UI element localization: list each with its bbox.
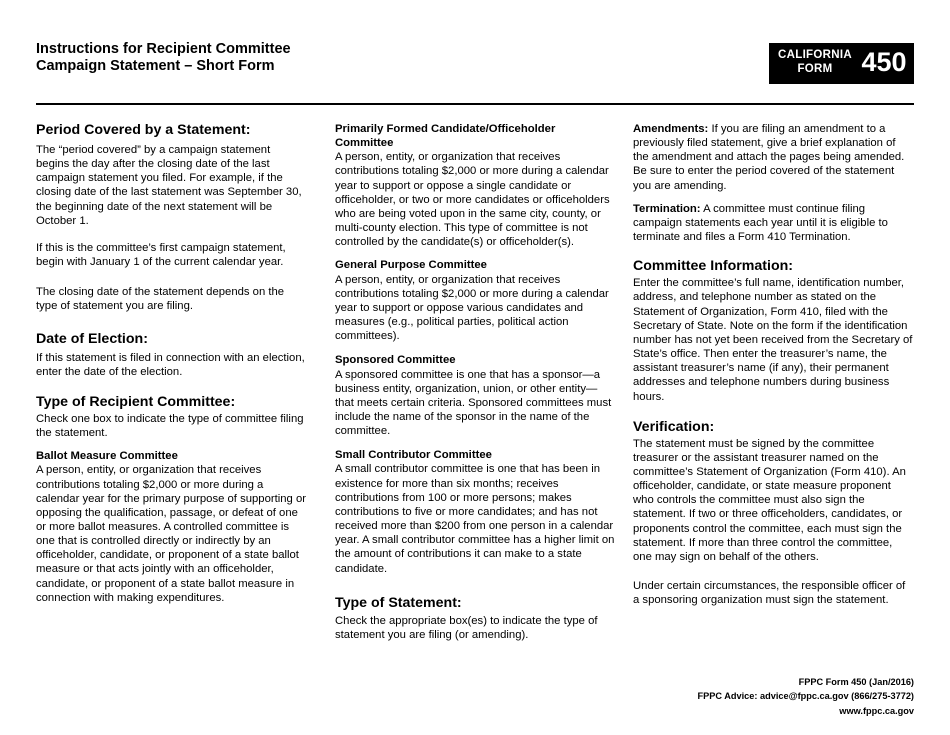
badge-state-label (769, 48, 861, 76)
election-heading: Date of Election: (36, 330, 148, 347)
badge-line-2: FORM (797, 63, 833, 75)
sponsored-heading: Sponsored Committee (335, 354, 456, 367)
header-rule (36, 103, 914, 105)
election-paragraph: If this statement is filed in connection with an election, enter the date of the election. (36, 351, 305, 378)
verification-paragraph-1: The statement must be signed by the committee treasurer or the assistant treasurer named on the committee’s Statement of Organization (Form 410). An officeholder, candidate, or state measure proponent who controls the committee must also sign the statement. If two or three officeholders, candidates, or proponents control the committee, each must sign the statement. If more than three control the committee, one may sign on behalf of the others. (633, 437, 906, 563)
column-1 (36, 122, 306, 605)
title-line-1: Instructions for Recipient Committee (36, 41, 291, 57)
statement-type-paragraph: Check the appropriate box(es) to indicate the type of statement you are filing (or amending). (335, 614, 598, 641)
general-purpose-text: A person, entity, or organization that receives contributions totaling $2,000 or more during a calendar year to support or oppose various candidates and measures (e.g., political parties, political action committees). (335, 273, 609, 343)
primary-formed-text: A person, entity, or organization that receives contributions totaling $2,000 or more during a calendar year to support or oppose a single candidate or officeholder, or two or more candidates or officeholders who are being voted upon in the same city, county, or multi-county election. This type of committee is not controlled by the candidate(s) or officeholder(s). (335, 151, 610, 249)
small-contributor-text: A small contributor committee is one that has been in existence for more than six months; receives contributions from 100 or more persons; makes contributions to five or more candidates; and has not received more than $200 from one person in a calendar year. A small contributor committee has a higher limit on the amount of contributions it can make to a state candidate. (335, 463, 615, 575)
amendments-label: Amendments: (633, 123, 709, 135)
recipient-type-heading: Type of Recipient Committee: (36, 393, 236, 410)
ballot-measure-heading: Ballot Measure Committee (36, 450, 178, 463)
termination-text: A committee must continue filing campaign statements each year until it is eligible to terminate and files a Form 410 Termination. (633, 202, 888, 244)
verification-heading: Verification: (633, 418, 715, 435)
footer-advice-contact: FPPC Advice: advice@fppc.ca.gov (866/275-3772) (697, 691, 914, 702)
primary-formed-heading: Primarily Formed Candidate/Officeholder Committee (335, 123, 556, 150)
form-badge (769, 43, 914, 84)
title-line-2: Campaign Statement – Short Form (36, 58, 275, 74)
termination-paragraph (633, 202, 914, 244)
document-title (36, 41, 291, 75)
form-number: 450 (861, 47, 907, 77)
period-paragraph-1: The “period covered” by a campaign statement begins the day after the closing date of the last campaign statement you filed. For example, if the closing date of the last statement was September 30, the beginning date of the next statement will be October 1. (36, 144, 302, 227)
sponsored-text: A sponsored committee is one that has a sponsor—a business entity, organization, union, or other entity—that meets certain criteria. Sponsored committees must include the name of the sponsor in the name of the committee. (335, 368, 612, 438)
amendments-text: If you are filing an amendment to a previously filed statement, give a brief explanation of the amendment and attach the pages being amended. Be sure to enter the period covered of the statement you are amending. (633, 123, 905, 192)
small-contributor-heading: Small Contributor Committee (335, 449, 492, 462)
period-paragraph-2: If this is the committee’s first campaign statement, begin with January 1 of the current calendar year. (36, 241, 286, 269)
statement-type-heading: Type of Statement: (335, 594, 462, 611)
ballot-measure-text: A person, entity, or organization that receives contributions totaling $2,000 or more during a calendar year for the primary purpose of supporting or opposing the qualification, passage, or defeat of one or more ballot measures. A controlled committee is one that is controlled directly or indirectly by an officeholder, candidate, or proponent of a state ballot measure or that acts jointly with an officeholder, candidate, or proponent of a state ballot measure in connection with making expenditures. (36, 464, 307, 604)
general-purpose-heading: General Purpose Committee (335, 259, 487, 272)
recipient-type-paragraph: Check one box to indicate the type of committee filing the statement. (36, 412, 304, 440)
badge-line-1: CALIFORNIA (778, 49, 852, 61)
footer-form-version: FPPC Form 450 (Jan/2016) (798, 677, 914, 687)
committee-info-paragraph: Enter the committee’s full name, identification number, address, and telephone number as stated on the Statement of Organization, Form 410, filed with the Secretary of State. Note on the form if the identification number has not yet been received from the Secretary of State’s office. Then enter the treasurer’s name, the assistant treasurer’s name (if any), their permanent addresses and telephone numbers during business hours. (633, 277, 913, 403)
committee-info-heading: Committee Information: (633, 258, 794, 275)
amendments-paragraph (633, 122, 914, 193)
period-paragraph-3: The closing date of the statement depends on the type of statement you are filing. (36, 286, 285, 313)
footer (698, 675, 914, 718)
column-3 (633, 122, 914, 607)
column-2 (335, 122, 616, 642)
period-heading: Period Covered by a Statement: (36, 122, 251, 138)
verification-paragraph-2: Under certain circumstances, the responsible officer of a sponsoring organization must sign the statement. (633, 580, 906, 607)
footer-website: www.fppc.ca.gov (839, 705, 914, 716)
termination-label: Termination: (633, 202, 701, 215)
